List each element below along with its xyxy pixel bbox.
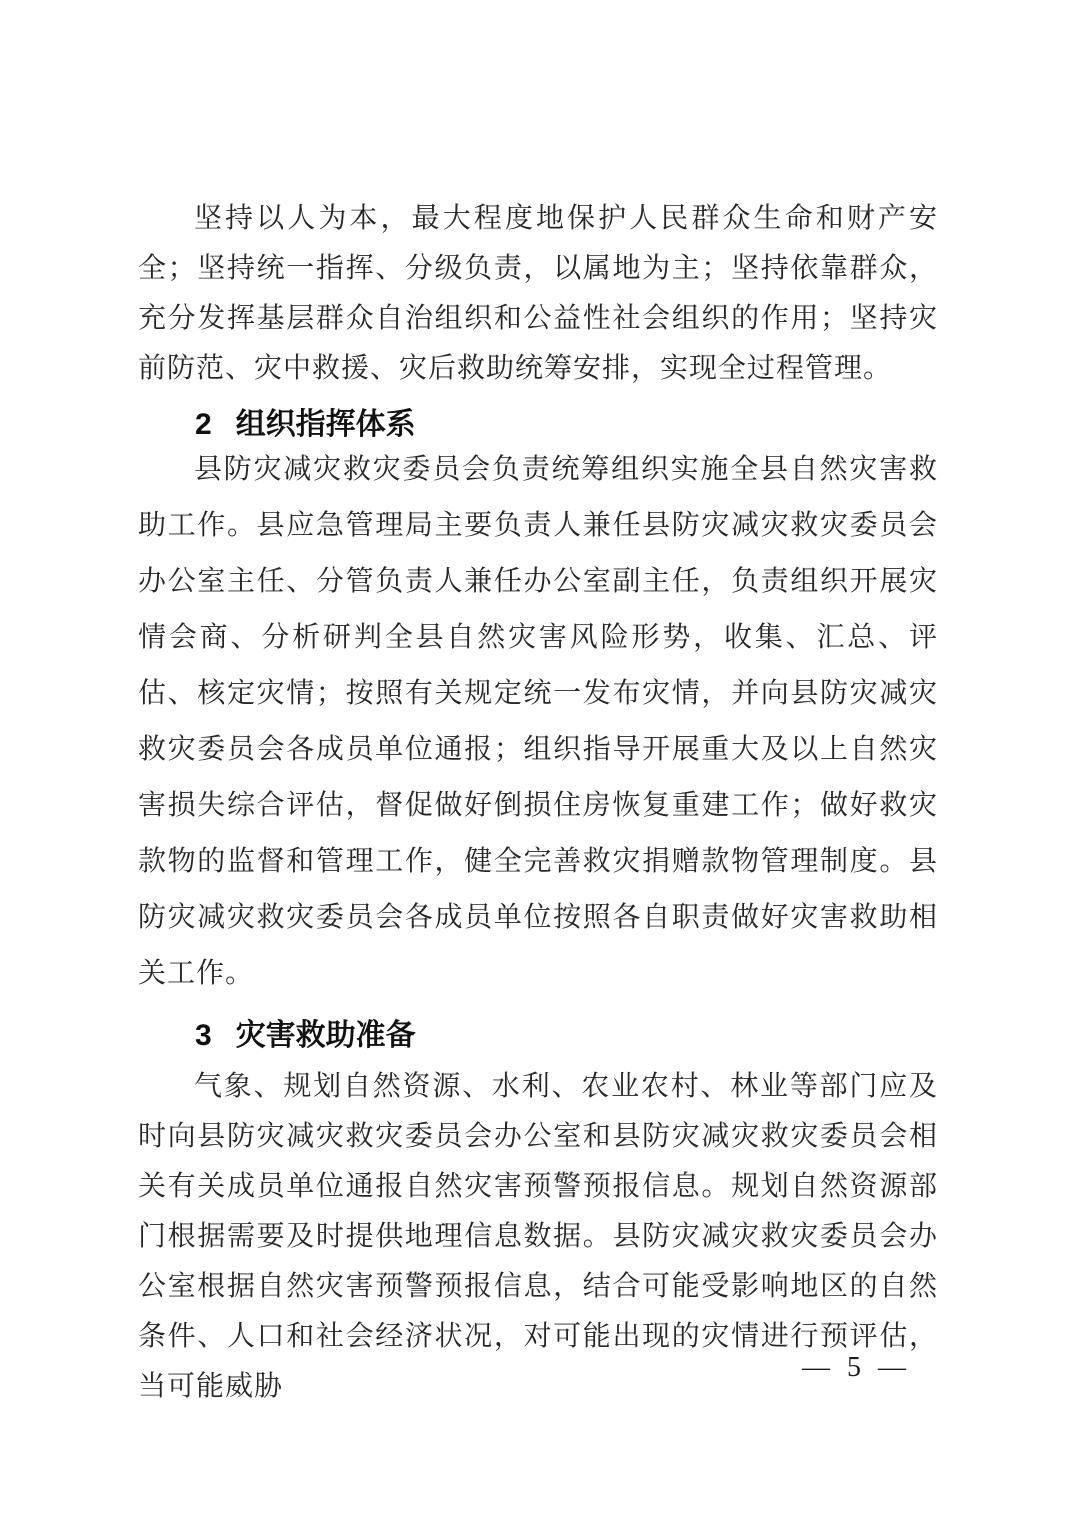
document-body <box>138 194 938 1412</box>
section-2-number: 2 <box>195 408 212 441</box>
section-3-heading <box>138 1019 938 1053</box>
section-2-title: 组织指挥体系 <box>235 408 416 441</box>
intro-paragraph: 坚持以人为本，最大程度地保护人民群众生命和财产安全；坚持统一指挥、分级负责，以属地为主；坚持依靠群众，充分发挥基层群众自治组织和公益性社会组织的作用；坚持灾前防范、灾中救援、灾后救助统筹安排，实现全过程管理。 <box>138 203 938 384</box>
section-3-title: 灾害救助准备 <box>235 1019 416 1052</box>
section-2-heading <box>138 408 938 442</box>
page-number: — 5 — <box>802 1352 908 1383</box>
section-3-paragraph: 气象、规划自然资源、水利、农业农村、林业等部门应及时向县防灾减灾救灾委员会办公室和县防灾减灾救灾委员会相关有关成员单位通报自然灾害预警预报信息。规划自然资源部门根据需要及时提供地理信息数据。县防灾减灾救灾委员会办公室根据自然灾害预警预报信息，结合可能受影响地区的自然条件、人口和社会经济状况，对可能出现的灾情进行预评估，当可能威胁 <box>138 1071 938 1402</box>
section-2-paragraph: 县防灾减灾救灾委员会负责统筹组织实施全县自然灾害救助工作。县应急管理局主要负责人兼任县防灾减灾救灾委员会办公室主任、分管负责人兼任办公室副主任，负责组织开展灾情会商、分析研判全县自然灾害风险形势，收集、汇总、评估、核定灾情；按照有关规定统一发布灾情，并向县防灾减灾救灾委员会各成员单位通报；组织指导开展重大及以上自然灾害损失综合评估，督促做好倒损住房恢复重建工作；做好救灾款物的监督和管理工作，健全完善救灾捐赠款物管理制度。县防灾减灾救灾委员会各成员单位按照各自职责做好灾害救助相关工作。 <box>138 454 938 989</box>
section-3-number: 3 <box>195 1019 212 1052</box>
